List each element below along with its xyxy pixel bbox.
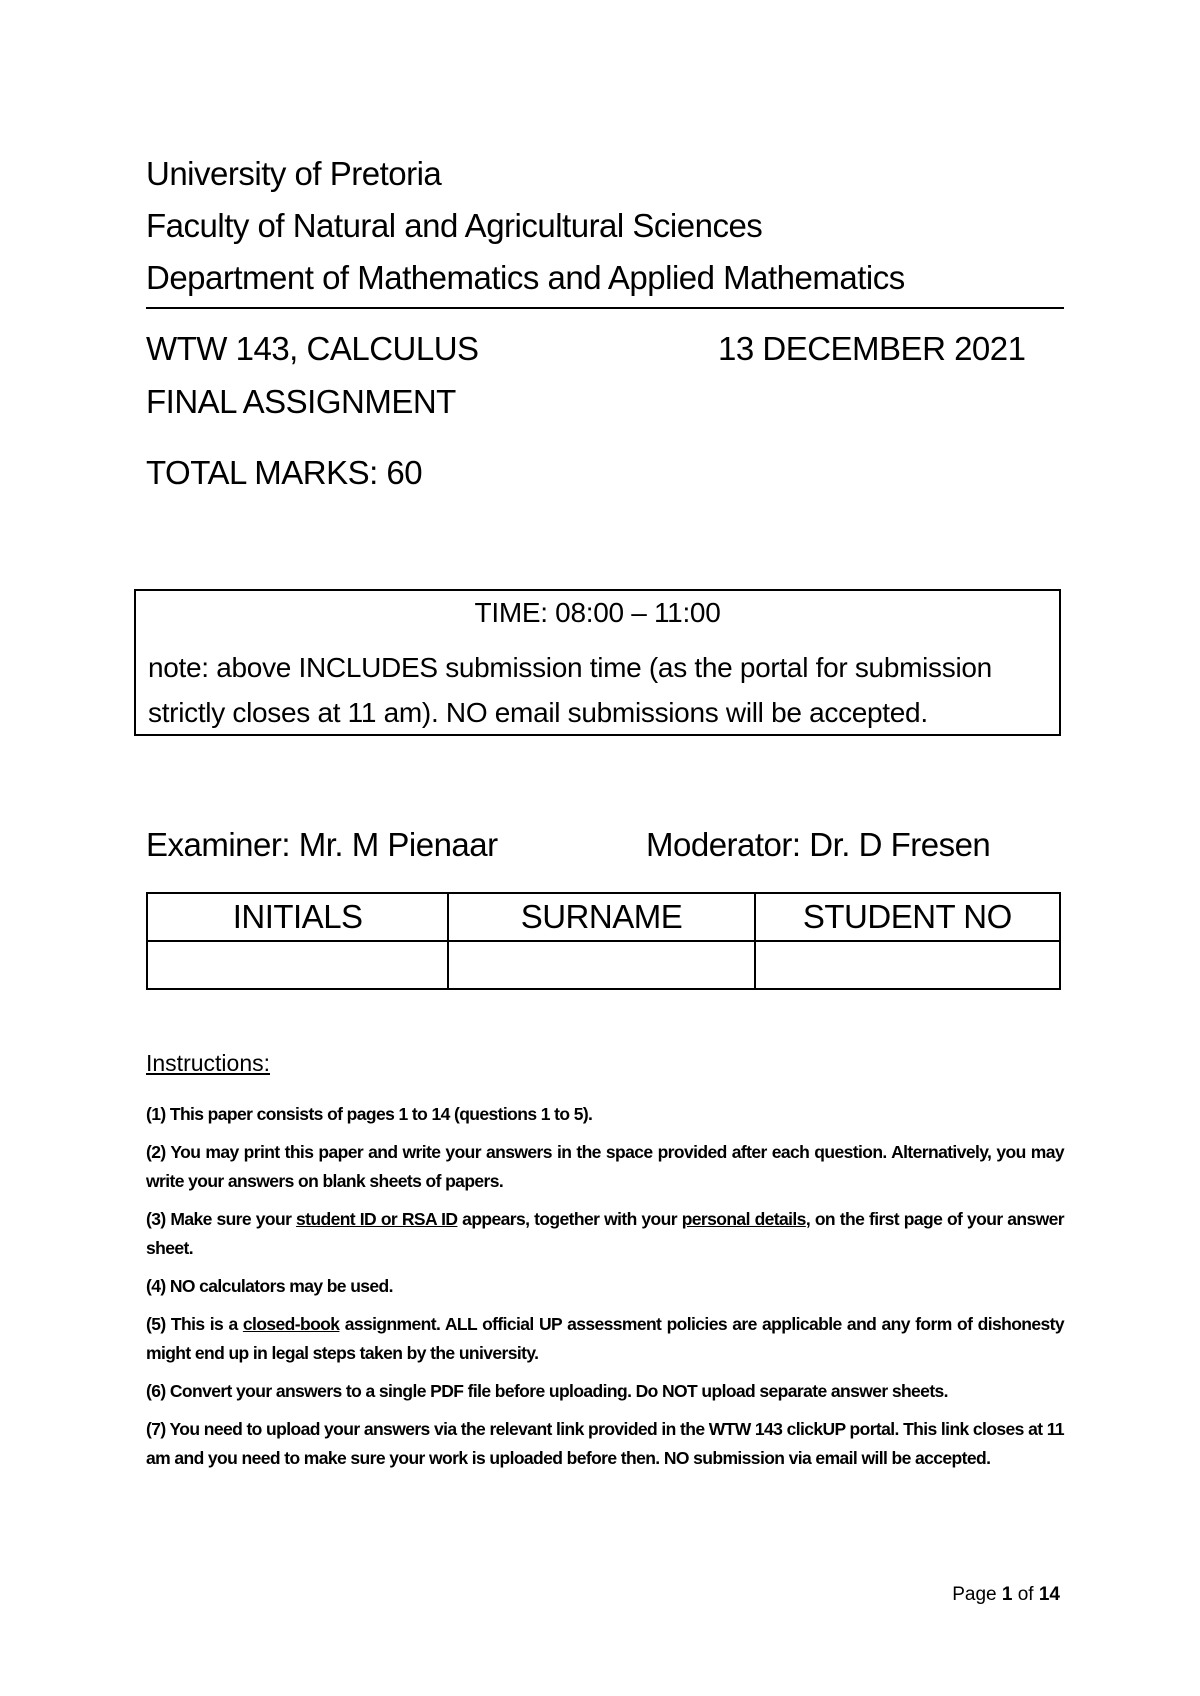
submission-note: note: above INCLUDES submission time (as the portal for submission strictly closes at 11 am). NO email submissions will be accepted. xyxy=(148,652,992,728)
instruction-3-text: , on the first page of your answer sheet. xyxy=(146,1209,1065,1258)
exam-date: 13 DECEMBER 2021 xyxy=(718,330,1026,367)
instructions-title: Instructions: xyxy=(146,1050,270,1076)
page-label: Page xyxy=(952,1584,1002,1605)
current-page: 1 xyxy=(1001,1584,1013,1605)
table-row xyxy=(147,941,1060,989)
of-label: of xyxy=(1012,1584,1039,1605)
table-header-row xyxy=(147,893,1060,941)
department-name: Department of Mathematics and Applied Mathematics xyxy=(146,259,905,296)
instruction-3 xyxy=(146,1205,1064,1263)
header-divider xyxy=(146,307,1064,309)
instruction-3-text: (3) Make sure your xyxy=(146,1209,297,1229)
closed-book-emphasis: closed-book xyxy=(242,1314,340,1334)
total-marks: TOTAL MARKS: 60 xyxy=(146,454,423,491)
instruction-6: (6) Convert your answers to a single PDF file before uploading. Do NOT upload separate answer sheets. xyxy=(146,1381,948,1401)
assessment-type: FINAL ASSIGNMENT xyxy=(146,383,456,420)
student-no-cell[interactable] xyxy=(755,941,1060,989)
time-notice-box xyxy=(134,589,1061,736)
instruction-1: (1) This paper consists of pages 1 to 14 (questions 1 to 5). xyxy=(146,1104,593,1124)
instructions-list xyxy=(146,1100,1064,1482)
university-name: University of Pretoria xyxy=(146,155,442,192)
instruction-5-text: assignment. ALL official UP assessment policies are applicable and any form of dishonesty might end up in legal steps taken by the university. xyxy=(146,1314,1065,1363)
student-no-header: STUDENT NO xyxy=(755,893,1060,941)
institution-header xyxy=(146,148,1064,304)
instruction-2: (2) You may print this paper and write your answers in the space provided after each question. Alternatively, you may write your answers on blank sheets of papers. xyxy=(146,1142,1064,1191)
surname-header: SURNAME xyxy=(448,893,754,941)
total-pages: 14 xyxy=(1038,1584,1060,1605)
moderator: Moderator: Dr. D Fresen xyxy=(646,826,991,863)
student-details-table xyxy=(146,892,1061,990)
instruction-5 xyxy=(146,1310,1064,1368)
instruction-3-text: appears, together with your xyxy=(457,1209,682,1229)
initials-header: INITIALS xyxy=(147,893,448,941)
instruction-7: (7) You need to upload your answers via the relevant link provided in the WTW 143 clickUP portal. This link closes at 11 am and you need to make sure your work is uploaded before then. NO submission via email will be accepted. xyxy=(146,1419,1064,1468)
instruction-4: (4) NO calculators may be used. xyxy=(146,1276,393,1296)
personal-details-emphasis: personal details xyxy=(681,1209,806,1229)
surname-cell[interactable] xyxy=(448,941,754,989)
page-number xyxy=(952,1584,1060,1606)
examiner: Examiner: Mr. M Pienaar xyxy=(146,826,498,863)
instruction-5-text: (5) This is a xyxy=(146,1314,243,1334)
initials-cell[interactable] xyxy=(147,941,448,989)
course-code-title: WTW 143, CALCULUS xyxy=(146,330,479,367)
exam-time: TIME: 08:00 – 11:00 xyxy=(474,597,721,628)
student-id-emphasis: student ID or RSA ID xyxy=(296,1209,458,1229)
faculty-name: Faculty of Natural and Agricultural Sciences xyxy=(146,207,763,244)
